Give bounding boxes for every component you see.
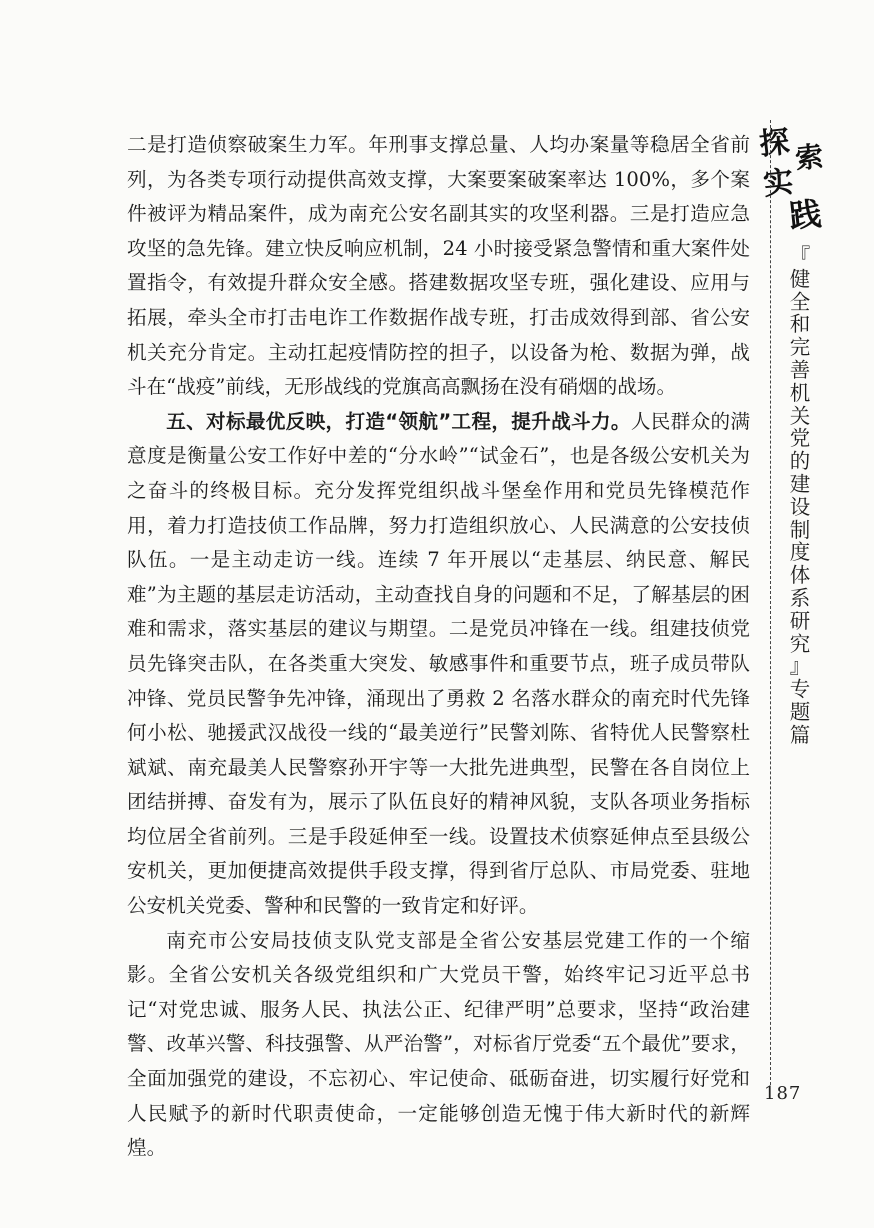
title-char: 度 [789,540,811,565]
title-char: 党 [789,426,811,451]
title-char: 『 [789,244,811,268]
page-number: 187 [764,1083,802,1104]
section-logo [755,118,835,236]
title-char: 关 [789,403,811,428]
title-char: 善 [789,357,811,382]
title-char: 研 [789,608,811,633]
title-char: 题 [789,699,811,724]
paragraph-3: 南充市公安局技侦支队党支部是全省公安基层党建工作的一个缩影。全省公安机关各级党组织和广大党员干警，始终牢记习近平总书记“对党忠诚、服务人民、执法公正、纪律严明”总要求，坚持“政治建警、改革兴警、科技强警、从严治警”，对标省厅党委“五个最优”要求，全面加强党的建设，不忘初心、牢记使命、砥砺奋进，切实履行好党和人民赋予的新时代职责使命，一定能够创造无愧于伟大新时代的新辉煌。 [127,928,750,1160]
title-char: 设 [789,494,811,519]
title-char: 机 [789,380,811,405]
logo-char: 索 [793,139,825,176]
logo-char: 实 [761,164,796,203]
title-char: 和 [789,312,811,337]
logo-char: 探 [757,124,792,163]
title-char: 制 [789,517,811,542]
title-char: 完 [789,335,811,360]
logo-char: 践 [787,194,824,236]
title-char: 全 [789,289,811,314]
title-char: 究 [789,631,811,656]
paragraph-2-text: 人民群众的满意度是衡量公安工作好中差的“分水岭”“试金石”，也是各级公安机关为之奋斗的终极目标。充分发挥党组织战斗堡垒作用和党员先锋模范作用，着力打造技侦工作品牌，努力打造组织放心、人民满意的公安技侦队伍。一是主动走访一线。连续 7 年开展以“走基层、纳民意、解民难”为主题的基层走访活动，主动查找自身的问题和不足，了解基层的困难和需求，落实基层的建议与期望。二是党员冲锋在一线。组建技侦党员先锋突击队，在各类重大突发、敏感事件和重要节点，班子成员带队冲锋、党员民警争先冲锋，涌现出了勇救 2 名落水群众的南充时代先锋何小松、驰援武汉战役一线的“最美逆行”民警刘陈、省特优人民警察杜斌斌、南充最美人民警察孙开宇等一大批先进典型，民警在各自岗位上团结拼搏、奋发有为，展示了队伍良好的精神风貌，支队各项业务指标均位居全省前列。三是手段延伸至一线。设置技术侦察延伸点至县级公安机关，更加便捷高效提供手段支撑，得到省厅总队、市局党委、驻地公安机关党委、警种和民警的一致肯定和好评。 [127,409,750,918]
margin-dashed-rule [770,120,771,1085]
title-char: 的 [789,449,811,474]
title-char: 专 [789,677,811,702]
title-char: 』 [789,654,811,679]
title-char: 系 [789,585,811,610]
title-char: 篇 [789,722,811,747]
title-char: 体 [789,563,811,588]
body-text [127,128,750,1166]
section-heading-5: 五、对标最优反映，打造“领航”工程，提升战斗力。 [166,409,631,433]
paragraph-1: 二是打造侦察破案生力军。年刑事支撑总量、人均办案量等稳居全省前列，为各类专项行动提供高效支撑，大案要案破案率达 100%，多个案件被评为精品案件，成为南充公安名副其实的攻坚利器。三是打造应急攻坚的急先锋。建立快反响应机制，24 小时接受紧急警情和重大案件处置指令，有效提升群众安全感。搭建数据攻坚专班，强化建设、应用与拓展，牵头全市打击电诈工作数据作战专班，打击成效得到部、省公安机关充分肯定。主动扛起疫情防控的担子，以设备为枪、数据为弹，战斗在“战疫”前线，无形战线的党旗高高飘扬在没有硝烟的战场。 [127,133,750,399]
running-section-title [787,245,813,747]
title-char: 建 [789,471,811,496]
paragraph-2 [127,405,750,924]
title-char: 健 [789,266,811,291]
